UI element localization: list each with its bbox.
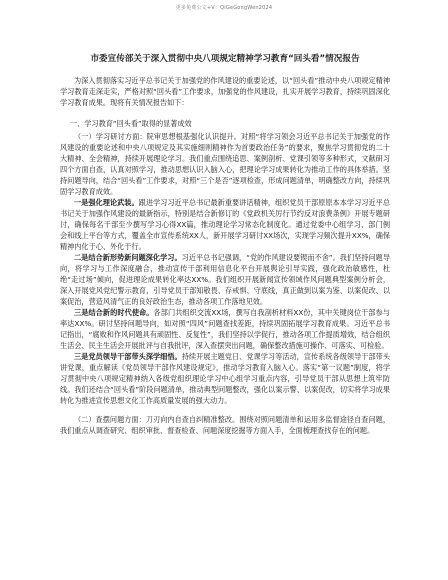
part1-body: 跟进学习习近平总书记最新重要讲话精神，组织党员干部原原本本学习习近平总书记关于加强作风建设的最新指示，特别是结合新修订的《党政机关厉行节约反对浪费条例》开展专题研讨，确保每名干部至少撰写学习心得XX篇，推动理论学习常态化制度化。通过党委中心组学习、部门例会和线上平台等方式，覆盖全市宣传系统XX人，新开展学习研讨XX场次，实现学习频次提升XX%，确保精神内化于心、外化于行。 <box>60 198 390 251</box>
part3-paragraph <box>60 307 390 351</box>
sub2-lead: 刀刃向内自查自纠精准整改。 <box>145 415 240 424</box>
sub2-paragraph <box>60 414 390 436</box>
part2-body: 习近平总书记强调，“党的作风建设要锲而不舍”。我们坚持问题导向，将学习与工作深度融合，推动宣传干部利用信息化平台开展舆论引导实践，强化政治敏感性，杜绝“走过场”倾向，促进理论成果转化率达XX%。我们组织开展新闻宣传领域作风问题典型案例分析会，深入开展党风党纪警示教育，引导党员干部知敬畏、存戒惧、守底线，真正做到以案为鉴、以案促改、以案促治，营造风清气正的良好政治生态，推动各项工作落地见效。 <box>60 253 390 306</box>
part4-paragraph <box>60 351 390 406</box>
part4-body: 持续开展主题党日、党课学习等活动，宣传系统各级领导干部带头讲党课，重点解读《党员领导干部作风建设规定》，推动学习教育入脑入心。落实“第一议题”制度，将学习贯彻中央八项规定精神纳入各级党组织理论学习中心组学习重点内容，引导党员干部从思想上筑牢防线。我们还结合“回头看”阶段问题清单，推动典型问题整改，强化以案示警、以案促改，切实将学习成果转化为推进宣传思想文化工作高质量发展的强大动力。 <box>60 352 390 405</box>
part4-label: 三是党员领导干部带头深学细悟。 <box>74 352 182 361</box>
sub1-heading: （一）学习研讨方面： <box>74 132 147 141</box>
part3-label: 三是结合新的时代使命。 <box>74 308 154 317</box>
document-title: 市委宣传部关于深入贯彻中央八项规定精神学习教育“回头看”情况报告 <box>90 54 360 64</box>
part1-paragraph <box>60 197 390 252</box>
watermark: 更多免费公文+V：QiGeGongWen2024 <box>175 5 273 11</box>
sub2-body: 围绕对照问题清单和运用多监督途径自查问题，我们重点从调查研究、组织审批、督查检查、问题深度挖掘等方面入手，全面梳理查找存在的问题。 <box>60 415 390 435</box>
document-page <box>60 54 390 436</box>
part2-paragraph <box>60 252 390 307</box>
sub2-heading: （二）查摆问题方面： <box>74 415 146 424</box>
sub1-paragraph <box>60 131 390 197</box>
intro-paragraph: 为深入贯彻落实习近平总书记关于加强党的作风建设的重要论述，以“回头看”推动中央八项规定精神学习教育走深走实，严格对照“回头看”工作要求，加强党的作风建设，扎实开展学习教育，持续巩固深化学习教育成果。现将有关情况报告如下： <box>60 76 390 107</box>
part1-label: 一是强化理论武装。 <box>74 198 139 207</box>
sub1-body: 对照“将学习领会习近平总书记关于加强党的作风建设的重要论述和中央八项规定及其实施细则精神作为首要政治任务”的要求，聚焦学习贯彻党的二十大精神、全会精神，持续开展理论学习。我们重点围绕追思、案例剖析、党课引领等多种形式，文献研习四个方面自查，认真对照学习，推动思想认识入脑入心，把理论学习成果转化为推动工作的具体举措。坚持问题导向，结合“回头看”工作要求，对照“三个是否”逐项检查，形成问题清单，明确整改方向，持续巩固学习教育成效。 <box>60 132 390 196</box>
sub1-lead: 院审思想根基强化认识提升。 <box>146 132 242 141</box>
section1-heading: 一、学习教育“回头看”取得的显著成效 <box>70 119 192 128</box>
part3-body: 各部门共组织交流XX场，撰写自我剖析材料XX份，其中关键岗位干部参与率达XX%。研讨坚持问题导向，如对照“四风”问题查找差距，持续巩固拓展学习教育成果。习近平总书记指出，“腐败和作风问题具有顽固性、反复性”，我们坚持以学促行，推动各项工作提质增效，结合组织生活会、民主生活会开展批评与自我批评，深入查摆突出问题，确保整改措施可操作、可落实、可检验。 <box>60 308 390 350</box>
part2-label: 二是结合新形势新问题深化学习。 <box>74 253 182 262</box>
